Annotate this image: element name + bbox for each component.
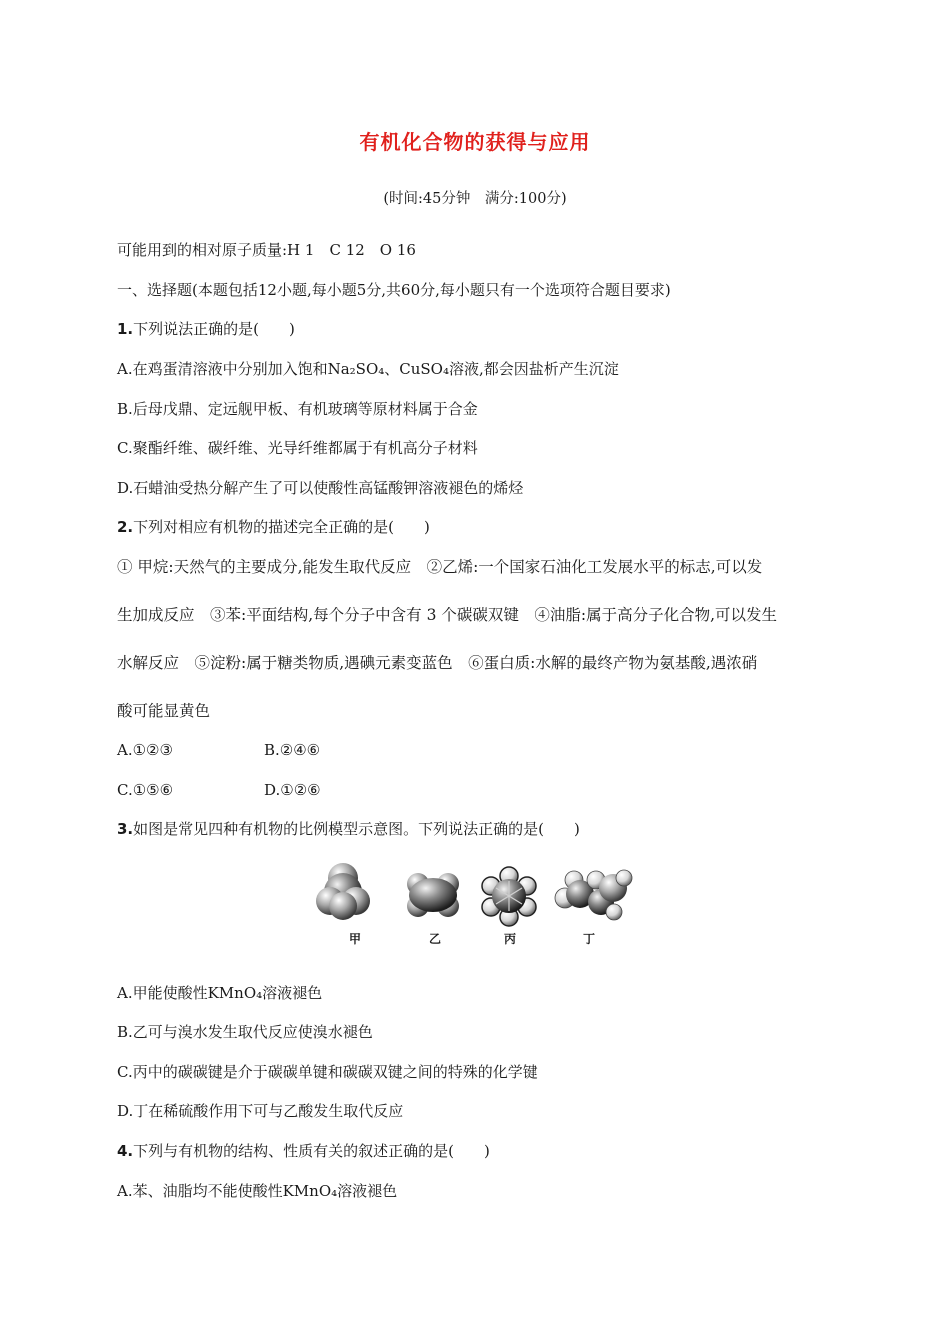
atomic-masses: 可能用到的相对原子质量:H 1 C 12 O 16 <box>117 241 416 259</box>
q4-option-a: A.苯、油脂均不能使酸性KMnO₄溶液褪色 <box>117 1182 398 1200</box>
question-stem: 如图是常见四种有机物的比例模型示意图。下列说法正确的是( ) <box>133 820 580 838</box>
q2-statement-line: 水解反应 ⑤淀粉:属于糖类物质,遇碘元素变蓝色 ⑥蛋白质:水解的最终产物为氨基酸,遇浓硝 <box>117 654 758 672</box>
q3-option-a: A.甲能使酸性KMnO₄溶液褪色 <box>117 984 323 1002</box>
q2-statement-line: ① 甲烷:天然气的主要成分,能发生取代反应 ②乙烯:一个国家石油化工发展水平的标志,可以发 <box>117 558 763 576</box>
question-4 <box>117 1141 490 1161</box>
methane-model <box>316 863 370 920</box>
model-label-yi: 乙 <box>429 932 442 946</box>
exam-time-score: (时间:45分钟 满分:100分) <box>383 191 567 207</box>
q2-option-a: A.①②③ <box>117 741 173 759</box>
q1-option-c: C.聚酯纤维、碳纤维、光导纤维都属于有机高分子材料 <box>117 439 478 457</box>
question-3 <box>117 819 580 839</box>
q1-option-b: B.后母戊鼎、定远舰甲板、有机玻璃等原材料属于合金 <box>117 400 478 418</box>
model-label-jia: 甲 <box>349 932 362 946</box>
section-heading: 一、选择题(本题包括12小题,每小题5分,共60分,每小题只有一个选项符合题目要求) <box>117 281 671 299</box>
page-title: 有机化合物的获得与应用 <box>359 130 591 154</box>
q3-option-b: B.乙可与溴水发生取代反应使溴水褪色 <box>117 1023 373 1041</box>
q2-statement-line: 酸可能显黄色 <box>117 702 211 720</box>
q2-option-b: B.②④⑥ <box>264 741 321 759</box>
q1-option-d: D.石蜡油受热分解产生了可以使酸性高锰酸钾溶液褪色的烯烃 <box>117 479 524 497</box>
q1-option-a: A.在鸡蛋清溶液中分别加入饱和Na₂SO₄、CuSO₄溶液,都会因盐析产生沉淀 <box>117 360 619 378</box>
q2-statement-line: 生加成反应 ③苯:平面结构,每个分子中含有 3 个碳碳双键 ④油脂:属于高分子化合物,可以发生 <box>117 606 778 624</box>
q3-option-d: D.丁在稀硫酸作用下可与乙酸发生取代反应 <box>117 1102 404 1120</box>
question-number: 1. <box>117 320 134 338</box>
question-stem: 下列与有机物的结构、性质有关的叙述正确的是( ) <box>133 1142 490 1160</box>
question-stem: 下列对相应有机物的描述完全正确的是( ) <box>133 518 430 536</box>
question-number: 2. <box>117 518 134 536</box>
ethanol-model <box>555 870 632 920</box>
question-2 <box>117 517 430 537</box>
q3-option-c: C.丙中的碳碳键是介于碳碳单键和碳碳双键之间的特殊的化学键 <box>117 1063 538 1081</box>
benzene-model <box>482 867 536 926</box>
question-number: 4. <box>117 1142 134 1160</box>
question-1 <box>117 319 295 339</box>
question-number: 3. <box>117 820 134 838</box>
q2-option-c: C.①⑤⑥ <box>117 781 174 799</box>
ethylene-model <box>407 873 459 917</box>
model-label-bing: 丙 <box>504 932 517 946</box>
q2-option-d: D.①②⑥ <box>264 781 321 799</box>
question-stem: 下列说法正确的是( ) <box>133 320 295 338</box>
model-label-ding: 丁 <box>583 932 596 946</box>
